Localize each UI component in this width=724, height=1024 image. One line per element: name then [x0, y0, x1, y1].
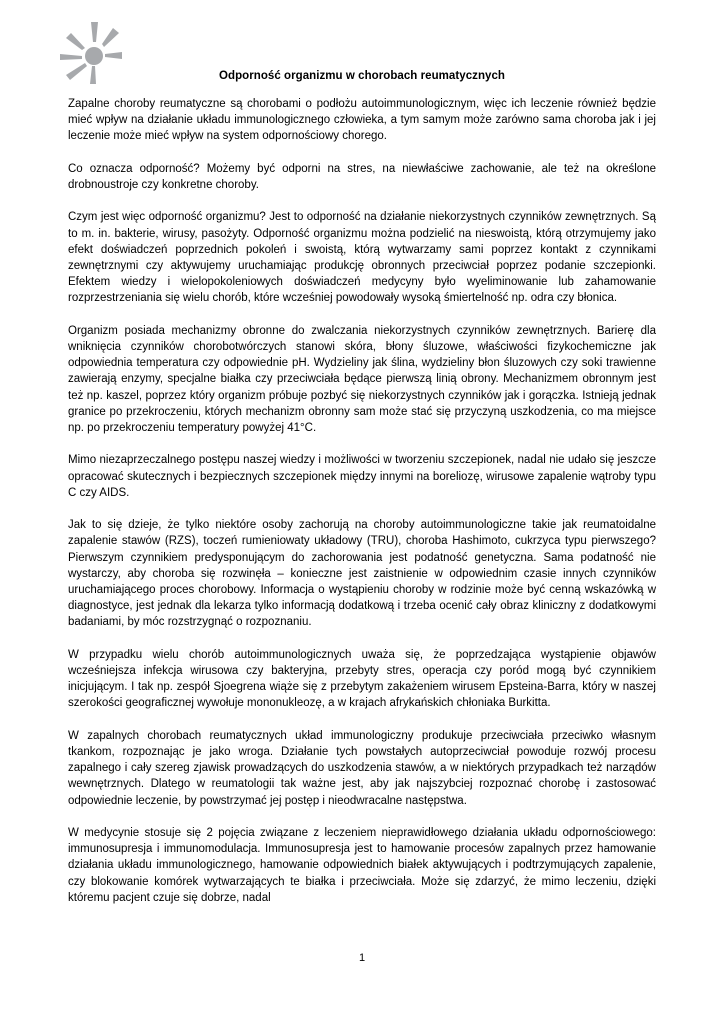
paragraph-2: Co oznacza odporność? Możemy być odporni na stres, na niewłaściwe zachowanie, ale też na określone drobnoustroje czy konkretne choroby.	[68, 162, 656, 191]
paragraph-9: W medycynie stosuje się 2 pojęcia związane z leczeniem nieprawidłowego działania układu odpornościowego: immunosupresja i immunomodulacja. Immunosupresja jest to hamowanie procesów zapalnych przez hamowanie działania układu immunologicznego, hamowanie odpowiednich białek aktywujących i podtrzymujących zapalenie, czy blokowanie komórek wytwarzających te białka i przeciwciała. Może się zdarzyć, że mimo leczeniu, dzięki któremu pacjent czuje się dobrze, nadal	[68, 827, 656, 904]
paragraph-1: Zapalne choroby reumatyczne są chorobami o podłożu autoimmunologicznym, więc ich leczenie również będzie mieć wpływ na działanie układu immunologicznego człowieka, a tym samym może zarówno sama choroba jak i jej leczenie może mieć wpływ na system odpornościowy chorego.	[68, 98, 656, 143]
paragraph-7: W przypadku wielu chorób autoimmunologicznych uważa się, że poprzedzająca wystąpienie objawów wcześniejsza infekcja wirusowa czy bakteryjna, przebyty stres, operacja czy poród mogą być czynnikiem inicjującym. I tak np. zespół Sjoegrena wiąże się z przebytym zakażeniem wirusem Epsteina-Barra, który w naszej szerokości geograficznej wywołuje mononukleozę, a w krajach afrykańskich chłoniaka Burkitta.	[68, 648, 656, 710]
paragraph-8: W zapalnych chorobach reumatycznych układ immunologiczny produkuje przeciwciała przeciwko własnym tkankom, rozpoznając je jako wroga. Działanie tych powstałych autoprzeciwciał powoduje rozwój procesu zapalnego i cały szereg zjawisk prowadzących do uszkodzenia stawów, a w niektórych przypadkach też narządów wewnętrznych. Dlatego w reumatologii tak ważne jest, aby jak najszybciej rozpoznać chorobę i zastosować odpowiednie leczenie, by powstrzymać jej postęp i nieodwracalne następstwa.	[68, 729, 656, 807]
paragraph-5: Mimo niezaprzeczalnego postępu naszej wiedzy i możliwości w tworzeniu szczepionek, nadal nie udało się jeszcze opracować skutecznych i bezpiecznych szczepionek między innymi na boreliozę, wirusowe zapalenie wątroby typu C czy AIDS.	[68, 454, 656, 499]
document-title: Odporność organizmu w chorobach reumatycznych	[219, 70, 505, 82]
paragraph-6: Jak to się dzieje, że tylko niektóre osoby zachorują na choroby autoimmunologiczne takie jak reumatoidalne zapalenie stawów (RZS), toczeń rumieniowaty układowy (TRU), choroba Hashimoto, cukrzyca typu pierwszego? Pierwszym czynnikiem predysponującym do zachorowania jest podatność genetyczna. Sama podatność nie wystarczy, aby choroba się rozwinęła – konieczne jest zaistnienie w odpowiednim czasie innych czynników uruchamiającego proces chorobowy. Informacja o wystąpieniu choroby w rodzinie może być cenną wskazówką w diagnostyce, jest jednak dla lekarza tylko informacją dodatkową i trzeba ocenić cały obraz kliniczny z dodatkowymi badaniami, by móc rozstrzygnąć o rozpoznaniu.	[68, 519, 656, 629]
document-body	[68, 96, 656, 922]
paragraph-4: Organizm posiada mechanizmy obronne do zwalczania niekorzystnych czynników zewnętrznych. Barierę dla wniknięcia czynników chorobotwórczych stanowi skóra, błony śluzowe, właściwości fizykochemiczne jak odpowiednia temperatura czy odpowiednie pH. Wydzieliny jak ślina, wydzieliny błon śluzowych czy soki trawienne zawierają enzymy, specjalne białka czy przeciwciała będące pierwszą linią obrony. Mechanizmem obronnym jest też np. kaszel, poprzez który organizm próbuje pozbyć się niekorzystnych czynników jak i gorączka. Istnieją jednak granice po przekroczeniu, których mechanizm obronny sam może stać się przyczyną uszkodzenia, co ma miejsce np. po przekroczeniu temperatury powyżej 41°C.	[68, 324, 656, 435]
paragraph-3: Czym jest więc odporność organizmu? Jest to odporność na działanie niekorzystnych czynników zewnętrznych. Są to m. in. bakterie, wirusy, pasożyty. Odporność organizmu można podzielić na nieswoistą, którą otrzymujemy jako efekt doświadczeń poprzednich pokoleń i swoistą, którą wytwarzamy sami poprzez kontakt z czynnikami zewnętrznymi czy aktywujemy uruchamiając produkcję obronnych przeciwciał poprzez podanie szczepionki. Efektem wiedzy i wielopokoleniowych doświadczeń medycyny było wyeliminowanie lub zahamowanie rozprzestrzeniania się wielu chorób, które wcześniej powodowały wysoką śmiertelność np. odra czy błonica.	[68, 211, 656, 305]
page-number: 1	[358, 952, 366, 964]
